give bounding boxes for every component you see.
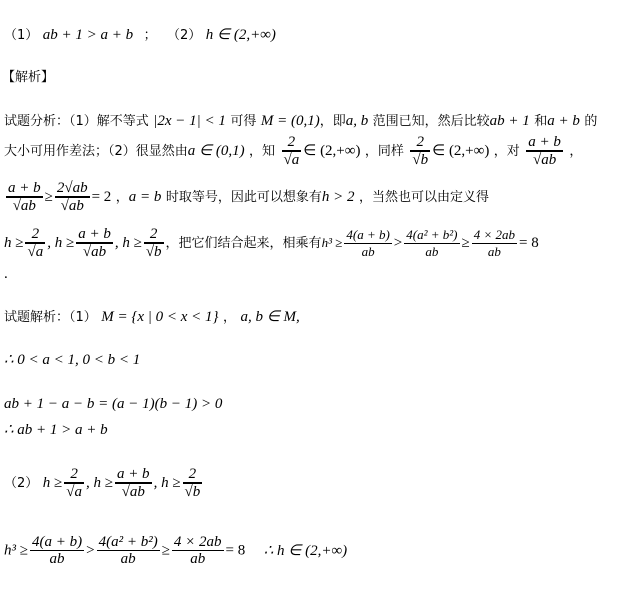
- jiexi-heading: 【解析】: [2, 70, 55, 85]
- analysis-text: 和: [534, 114, 548, 129]
- denominator: √ ab: [6, 197, 43, 214]
- math-expr: a, b ∈ M,: [240, 309, 300, 325]
- fraction: [6, 180, 43, 214]
- analysis-line-1: [4, 110, 597, 130]
- math-expr: ≥: [44, 189, 53, 205]
- answer-line: [4, 24, 276, 44]
- analysis-text: （1）解不等式: [69, 114, 149, 129]
- fraction: [526, 134, 563, 168]
- denominator: √ b: [183, 483, 203, 500]
- denominator: √ a: [64, 483, 84, 500]
- math-expr: M = {x | 0 < x < 1}: [101, 309, 219, 325]
- part1-answer: ab + 1 > a + b: [42, 27, 134, 43]
- math-expr: >: [393, 235, 403, 251]
- analysis-line-2: [4, 134, 582, 168]
- math-expr: , h ≥: [153, 475, 181, 491]
- solution-label: 试题解析：（1）: [4, 310, 97, 325]
- fraction: [25, 226, 45, 260]
- numerator: 4(a² + b²): [406, 226, 458, 242]
- solution-difference: ab + 1 − a − b = (a − 1)(b − 1) > 0: [4, 396, 223, 412]
- analysis-text: 大小可用作差法；（2）很显然由: [4, 144, 188, 159]
- analysis-label: 试题分析：: [4, 114, 70, 129]
- analysis-text: ，知: [249, 144, 276, 159]
- solution-text: ，: [223, 310, 237, 325]
- math-expr: a + b: [547, 113, 580, 129]
- denominator: √ a: [282, 151, 302, 168]
- denominator: ab: [487, 243, 501, 259]
- analysis-text: ，: [569, 144, 583, 159]
- denominator: √ ab: [115, 483, 152, 500]
- analysis-text: 的: [584, 114, 598, 129]
- solution-part2-label: （2）: [4, 476, 39, 491]
- solution-line-1: [4, 306, 300, 326]
- math-expr: ∴ h ∈ (2,+∞): [263, 542, 348, 559]
- math-expr: a = b: [128, 189, 162, 205]
- numerator: 2: [64, 466, 84, 483]
- denominator: √ ab: [526, 151, 563, 168]
- inequality: |2x − 1| < 1: [153, 113, 226, 129]
- math-expr: ≥: [161, 542, 170, 559]
- numerator: a + b: [528, 134, 561, 150]
- denominator: ab: [361, 243, 375, 259]
- analysis-text: ，: [115, 190, 129, 205]
- numerator: a + b: [78, 226, 111, 242]
- math-expr: ∈ (2,+∞): [303, 143, 361, 159]
- fraction: [97, 534, 160, 567]
- numerator: 2: [144, 226, 164, 243]
- math-expr: >: [86, 542, 95, 559]
- fraction: [64, 466, 84, 500]
- analysis-text: 范围已知，然后比较: [372, 114, 490, 129]
- part2-label: （2）: [167, 28, 202, 43]
- fraction: [282, 134, 302, 168]
- numerator: 4(a² + b²): [98, 534, 158, 550]
- fraction: [144, 226, 164, 260]
- math-expr: = 8: [225, 542, 246, 559]
- math-expr: , h ≥: [47, 235, 75, 251]
- fraction: [30, 534, 84, 567]
- answer-separator: ；: [143, 28, 157, 43]
- math-expr: h > 2: [321, 189, 355, 205]
- fraction: [472, 227, 517, 260]
- part2-answer: h ∈ (2,+∞): [205, 27, 276, 43]
- analysis-line-4: [4, 226, 539, 260]
- analysis-text: ，即: [319, 114, 346, 129]
- fraction: [76, 226, 113, 260]
- analysis-text: ，同样: [364, 144, 404, 159]
- analysis-text: ，当然也可以由定义得: [358, 190, 489, 205]
- numerator: a + b: [8, 180, 41, 196]
- fraction: [55, 180, 90, 214]
- math-expr: ≥: [461, 235, 470, 251]
- denominator: √ b: [144, 243, 164, 260]
- math-expr: ab + 1: [489, 113, 530, 129]
- math-expr: = 2: [91, 189, 112, 205]
- denominator: ab: [120, 551, 136, 567]
- denominator: √ ab: [76, 243, 113, 260]
- denominator: √ ab: [55, 197, 90, 214]
- math-expr: = 8: [519, 235, 539, 251]
- numerator: 4(a + b): [346, 226, 390, 242]
- math-expr: , h ≥: [85, 475, 113, 491]
- analysis-text: 可得: [230, 114, 257, 129]
- fraction: [172, 534, 224, 567]
- set-m: M = (0,1): [260, 113, 320, 129]
- denominator: √ a: [25, 243, 45, 260]
- solution-part2: [4, 466, 204, 500]
- solution-final: [4, 534, 347, 567]
- math-expr: , h ≥: [114, 235, 142, 251]
- fraction: [115, 466, 152, 500]
- analysis-dot: .: [4, 266, 8, 282]
- numerator: 2: [183, 466, 203, 483]
- analysis-text: ，把它们结合起来，相乘有: [165, 236, 322, 251]
- analysis-text: ，对: [493, 144, 520, 159]
- numerator: 2: [25, 226, 45, 243]
- analysis-line-3: [4, 180, 489, 214]
- fraction: [183, 466, 203, 500]
- numerator: 4(a + b): [31, 534, 83, 550]
- fraction: [410, 134, 430, 168]
- denominator: √ b: [410, 151, 430, 168]
- denominator: ab: [190, 551, 206, 567]
- math-expr: h ≥: [42, 475, 63, 491]
- math-expr: h ≥: [4, 235, 24, 251]
- math-expr: a, b: [345, 113, 369, 129]
- numerator: 2: [410, 134, 430, 151]
- fraction: [404, 227, 459, 260]
- fraction: [344, 227, 391, 260]
- numerator: 2√ab: [56, 180, 88, 196]
- numerator: 2: [282, 134, 302, 151]
- solution-therefore-2: ∴ ab + 1 > a + b: [4, 422, 108, 438]
- math-expr: ∈ (2,+∞): [432, 143, 490, 159]
- part1-label: （1）: [4, 28, 39, 43]
- math-expr: h³ ≥: [321, 235, 343, 250]
- denominator: ab: [49, 551, 65, 567]
- denominator: ab: [425, 243, 439, 259]
- numerator: a + b: [116, 466, 150, 482]
- numerator: 4 × 2ab: [173, 534, 222, 550]
- numerator: 4 × 2ab: [473, 226, 516, 242]
- analysis-text: 时取等号，因此可以想象有: [165, 190, 322, 205]
- solution-therefore-1: ∴ 0 < a < 1, 0 < b < 1: [4, 352, 141, 368]
- math-expr: h³ ≥: [4, 542, 28, 559]
- math-expr: a ∈ (0,1): [187, 143, 245, 159]
